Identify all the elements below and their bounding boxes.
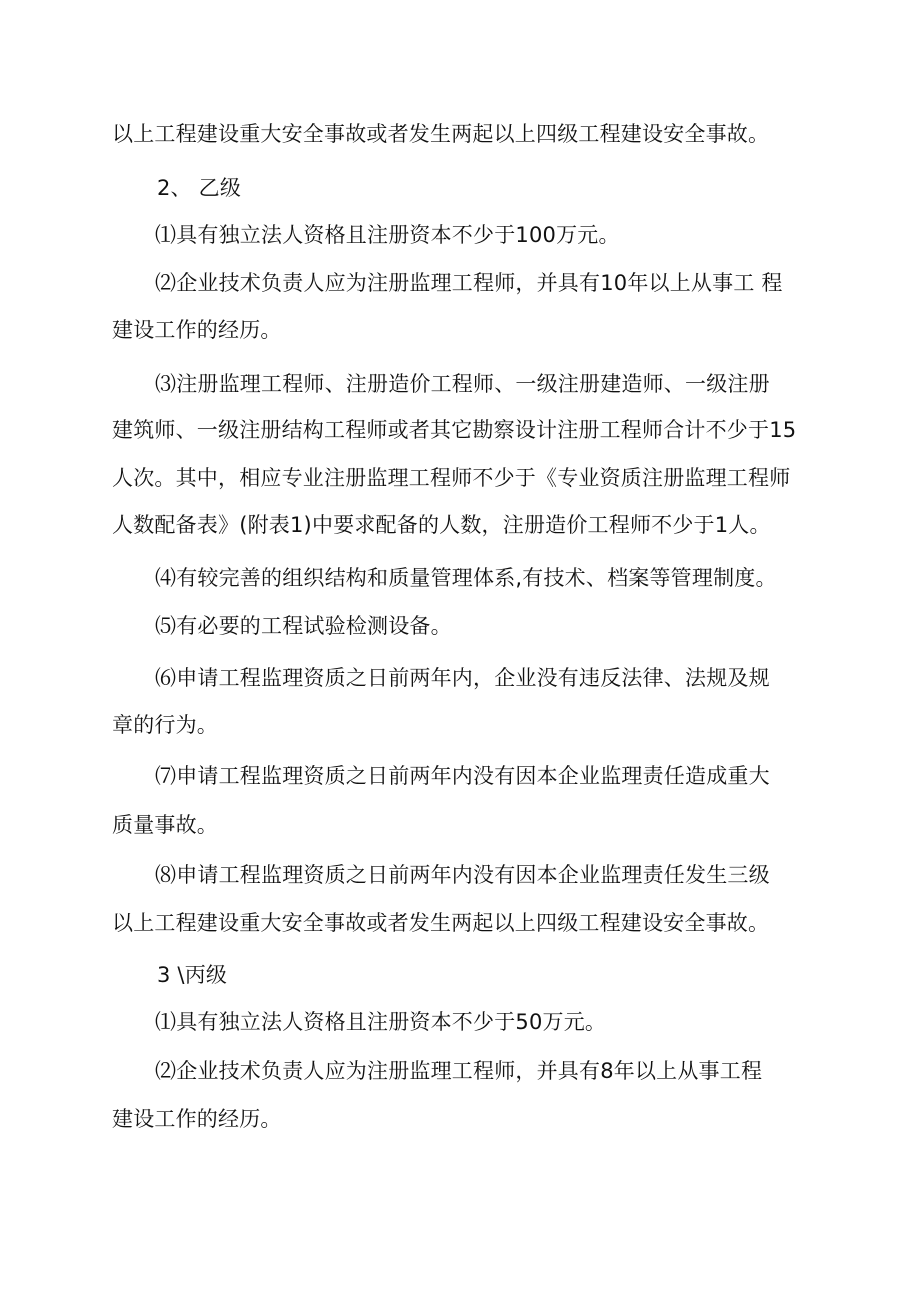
item-b7-continuation: 质量事故。 [112, 813, 218, 837]
item-b6-continuation: 章的行为。 [112, 713, 218, 737]
item-b6-no-violation: ⑹申请工程监理资质之日前两年内，企业没有违反法律、法规及规 [155, 666, 770, 690]
item-b2-continuation: 建设工作的经历。 [112, 318, 282, 342]
item-b3-continuation-1: 建筑师、一级注册结构工程师或者其它勘察设计注册工程师合计不少于15 [112, 418, 797, 442]
item-b7-no-quality-accident: ⑺申请工程监理资质之日前两年内没有因本企业监理责任造成重大 [155, 764, 770, 788]
item-b3-continuation-2: 人次。其中，相应专业注册监理工程师不少于《专业资质注册监理工程师 [112, 466, 791, 490]
item-c2-continuation: 建设工作的经历。 [112, 1107, 282, 1131]
section-heading-grade-b: 2、 乙级 [157, 176, 242, 200]
item-b2-tech-lead: ⑵企业技术负责人应为注册监理工程师，并具有10年以上从事工 程 [155, 271, 783, 295]
item-b3-continuation-3: 人数配备表》(附表1)中要求配备的人数，注册造价工程师不少于1人。 [112, 513, 771, 537]
item-b8-continuation: 以上工程建设重大安全事故或者发生两起以上四级工程建设安全事故。 [112, 911, 770, 935]
item-b5-equipment: ⑸有必要的工程试验检测设备。 [155, 614, 452, 638]
section-heading-grade-c: 3 \丙级 [157, 963, 228, 987]
text-line-continuation-safety: 以上工程建设重大安全事故或者发生两起以上四级工程建设安全事故。 [112, 122, 770, 146]
item-c2-tech-lead: ⑵企业技术负责人应为注册监理工程师，并具有8年以上从事工程 [155, 1059, 763, 1083]
item-b1-capital: ⑴具有独立法人资格且注册资本不少于100万元。 [155, 223, 620, 247]
item-b3-engineers: ⑶注册监理工程师、注册造价工程师、一级注册建造师、一级注册 [155, 372, 770, 396]
item-c1-capital: ⑴具有独立法人资格且注册资本不少于50万元。 [155, 1010, 607, 1034]
item-b4-management: ⑷有较完善的组织结构和质量管理体系,有技术、档案等管理制度。 [155, 566, 777, 590]
item-b8-no-safety-accident: ⑻申请工程监理资质之日前两年内没有因本企业监理责任发生三级 [155, 863, 770, 887]
